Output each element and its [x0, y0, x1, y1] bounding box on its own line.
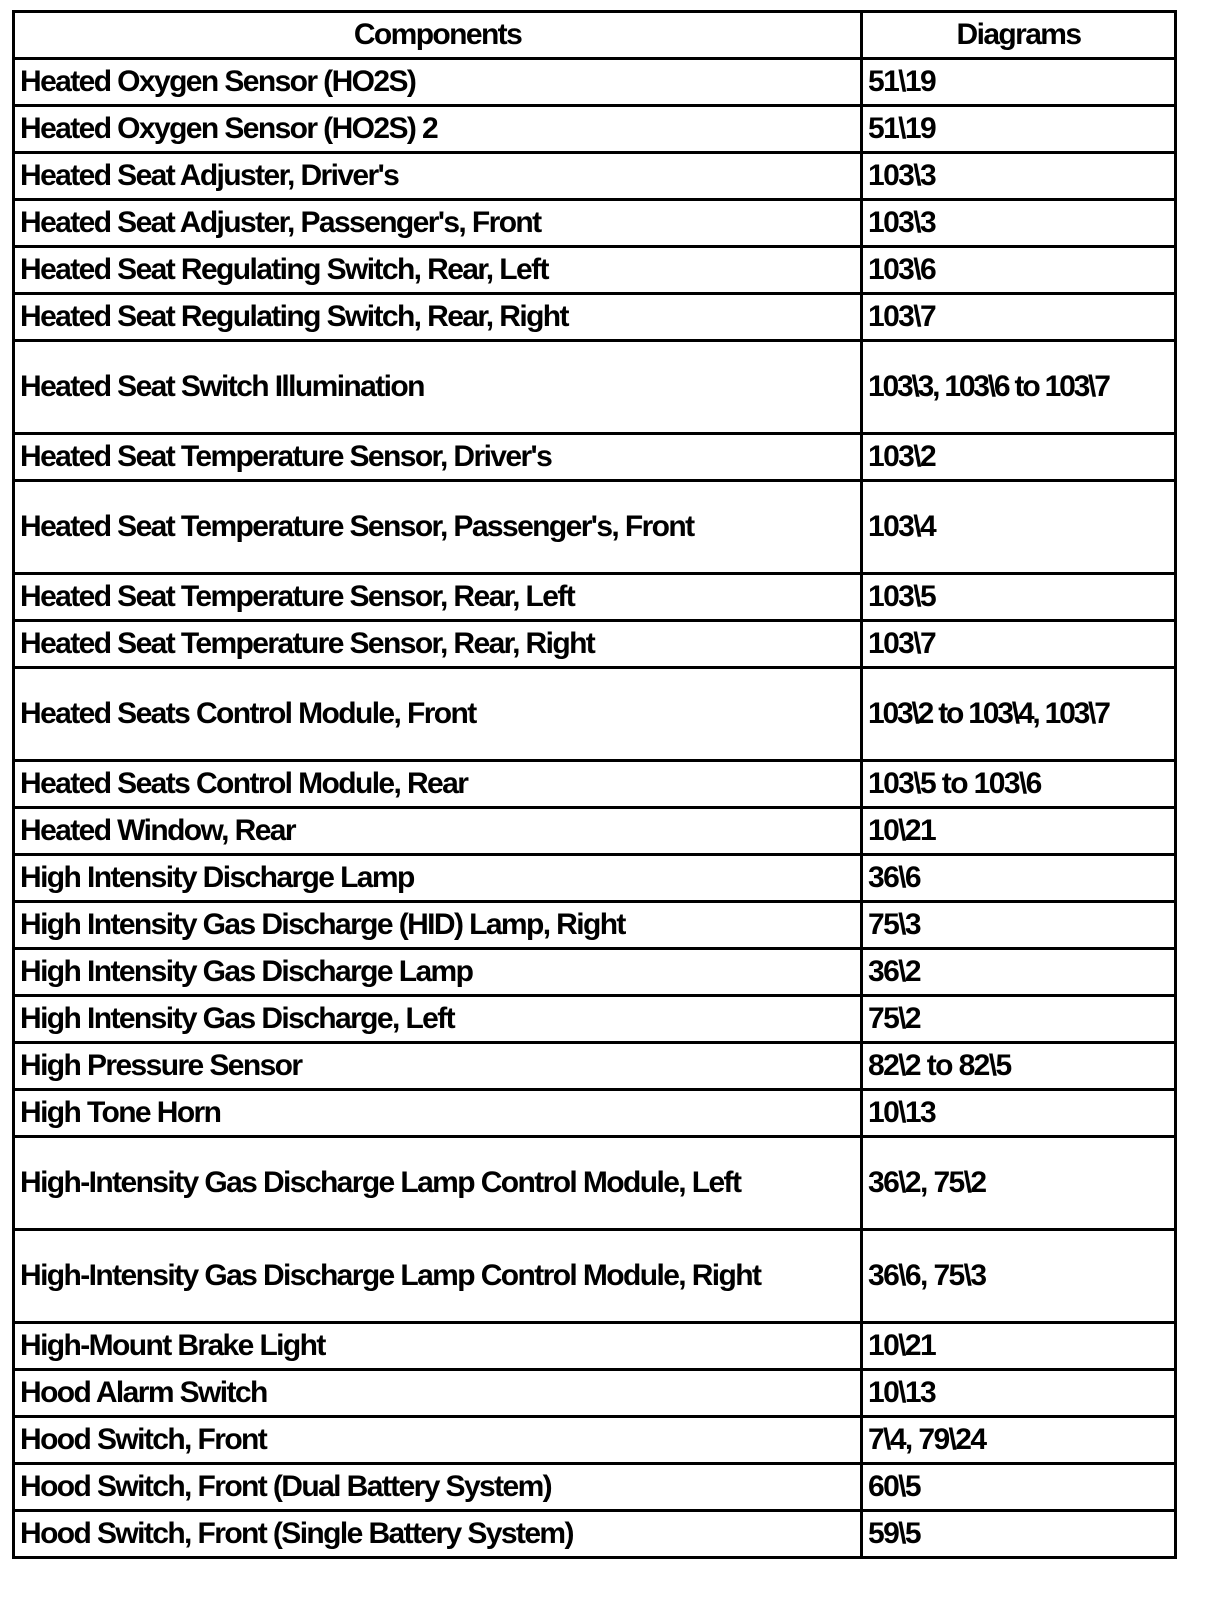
- diagrams-cell: 10\21: [862, 808, 1176, 855]
- diagrams-cell: 51\19: [862, 106, 1176, 153]
- table-row: [14, 247, 1176, 294]
- diagrams-cell: 103\6: [862, 247, 1176, 294]
- table-row: [14, 1370, 1176, 1417]
- table-row: [14, 761, 1176, 808]
- component-cell: High Tone Horn: [14, 1090, 862, 1137]
- diagrams-cell: 36\6, 75\3: [862, 1230, 1176, 1323]
- diagrams-cell: 82\2 to 82\5: [862, 1043, 1176, 1090]
- component-cell: Heated Seat Temperature Sensor, Rear, Left: [14, 574, 862, 621]
- diagrams-cell: 103\5 to 103\6: [862, 761, 1176, 808]
- component-cell: Heated Seat Adjuster, Passenger's, Front: [14, 200, 862, 247]
- table-row: [14, 1090, 1176, 1137]
- component-cell: Hood Alarm Switch: [14, 1370, 862, 1417]
- table-row: [14, 59, 1176, 106]
- table-row: [14, 574, 1176, 621]
- component-cell: Heated Seat Adjuster, Driver's: [14, 153, 862, 200]
- table-row: [14, 1043, 1176, 1090]
- table-row: [14, 1230, 1176, 1323]
- component-cell: Heated Seats Control Module, Rear: [14, 761, 862, 808]
- diagrams-cell: 75\2: [862, 996, 1176, 1043]
- components-diagrams-table: [12, 10, 1177, 1559]
- table-row: [14, 621, 1176, 668]
- component-cell: High-Intensity Gas Discharge Lamp Control Module, Left: [14, 1137, 862, 1230]
- table-row: [14, 106, 1176, 153]
- diagrams-cell: 51\19: [862, 59, 1176, 106]
- table-row: [14, 996, 1176, 1043]
- component-cell: High Intensity Discharge Lamp: [14, 855, 862, 902]
- table-row: [14, 153, 1176, 200]
- table-row: [14, 294, 1176, 341]
- diagrams-cell: 36\2: [862, 949, 1176, 996]
- table-row: [14, 855, 1176, 902]
- table-row: [14, 341, 1176, 434]
- table-row: [14, 1464, 1176, 1511]
- component-cell: High-Intensity Gas Discharge Lamp Control Module, Right: [14, 1230, 862, 1323]
- component-cell: High Pressure Sensor: [14, 1043, 862, 1090]
- table-header-row: [14, 12, 1176, 59]
- diagrams-cell: 75\3: [862, 902, 1176, 949]
- table-row: [14, 1323, 1176, 1370]
- component-cell: Heated Seats Control Module, Front: [14, 668, 862, 761]
- components-column-header: Components: [14, 12, 862, 59]
- table-row: [14, 481, 1176, 574]
- diagrams-cell: 103\3, 103\6 to 103\7: [862, 341, 1176, 434]
- component-cell: Heated Seat Regulating Switch, Rear, Left: [14, 247, 862, 294]
- diagrams-cell: 10\13: [862, 1370, 1176, 1417]
- component-cell: Heated Seat Temperature Sensor, Driver's: [14, 434, 862, 481]
- component-cell: High-Mount Brake Light: [14, 1323, 862, 1370]
- component-cell: High Intensity Gas Discharge (HID) Lamp, Right: [14, 902, 862, 949]
- table-row: [14, 949, 1176, 996]
- diagrams-cell: 103\3: [862, 153, 1176, 200]
- component-cell: High Intensity Gas Discharge, Left: [14, 996, 862, 1043]
- table-row: [14, 902, 1176, 949]
- diagrams-cell: 10\21: [862, 1323, 1176, 1370]
- diagrams-cell: 10\13: [862, 1090, 1176, 1137]
- component-cell: Heated Seat Temperature Sensor, Rear, Right: [14, 621, 862, 668]
- table-row: [14, 668, 1176, 761]
- table-row: [14, 200, 1176, 247]
- component-cell: Heated Seat Temperature Sensor, Passenger's, Front: [14, 481, 862, 574]
- diagrams-cell: 103\2: [862, 434, 1176, 481]
- component-cell: High Intensity Gas Discharge Lamp: [14, 949, 862, 996]
- diagrams-cell: 7\4, 79\24: [862, 1417, 1176, 1464]
- table-row: [14, 1417, 1176, 1464]
- diagrams-cell: 36\2, 75\2: [862, 1137, 1176, 1230]
- table-row: [14, 1511, 1176, 1558]
- component-cell: Heated Oxygen Sensor (HO2S) 2: [14, 106, 862, 153]
- diagrams-cell: 103\7: [862, 621, 1176, 668]
- component-cell: Hood Switch, Front (Dual Battery System): [14, 1464, 862, 1511]
- component-cell: Heated Seat Regulating Switch, Rear, Right: [14, 294, 862, 341]
- component-cell: Heated Oxygen Sensor (HO2S): [14, 59, 862, 106]
- table-row: [14, 434, 1176, 481]
- table-row: [14, 1137, 1176, 1230]
- diagrams-cell: 103\2 to 103\4, 103\7: [862, 668, 1176, 761]
- diagrams-cell: 60\5: [862, 1464, 1176, 1511]
- table-row: [14, 808, 1176, 855]
- diagrams-cell: 103\5: [862, 574, 1176, 621]
- diagrams-cell: 103\4: [862, 481, 1176, 574]
- component-cell: Hood Switch, Front: [14, 1417, 862, 1464]
- diagrams-cell: 103\7: [862, 294, 1176, 341]
- diagrams-cell: 103\3: [862, 200, 1176, 247]
- diagrams-cell: 36\6: [862, 855, 1176, 902]
- diagrams-cell: 59\5: [862, 1511, 1176, 1558]
- diagrams-column-header: Diagrams: [862, 12, 1176, 59]
- component-cell: Hood Switch, Front (Single Battery System): [14, 1511, 862, 1558]
- component-cell: Heated Seat Switch Illumination: [14, 341, 862, 434]
- component-cell: Heated Window, Rear: [14, 808, 862, 855]
